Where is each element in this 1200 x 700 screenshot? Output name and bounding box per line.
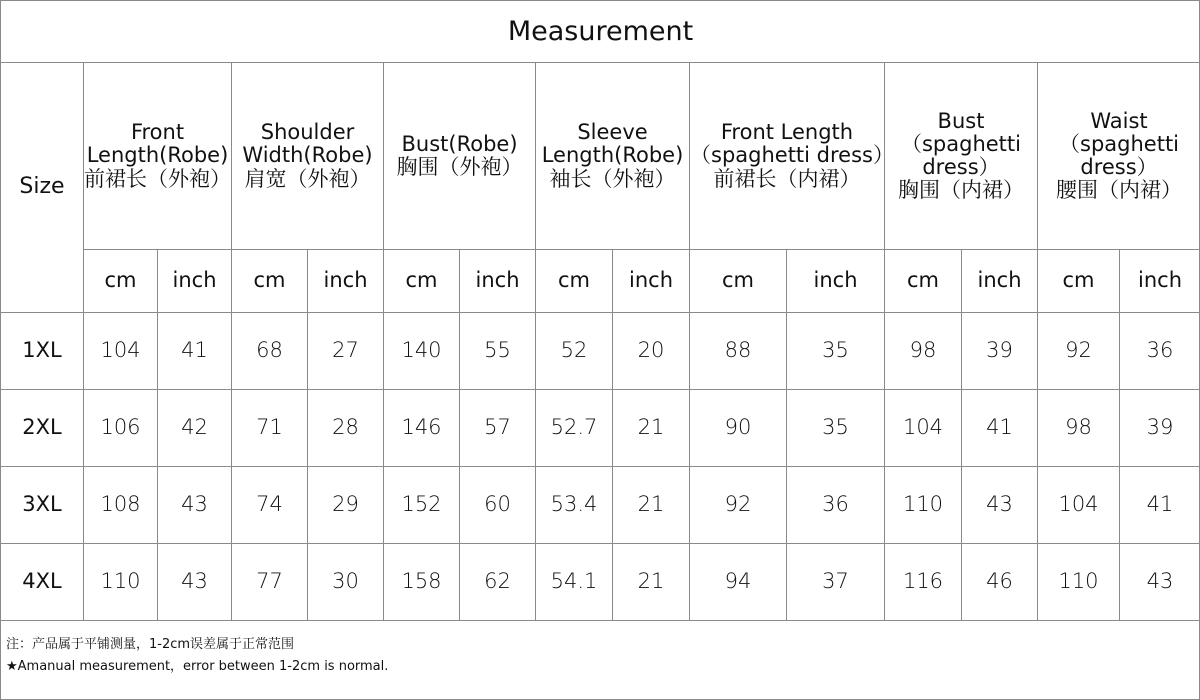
table-body <box>1 313 1200 621</box>
size-cell: 3XL <box>1 467 84 544</box>
value-cell: 94 <box>690 544 787 621</box>
value-cell: 152 <box>384 467 460 544</box>
value-cell: 52 <box>536 313 613 390</box>
unit-inch: inch <box>962 250 1038 313</box>
value-cell: 41 <box>1120 467 1200 544</box>
value-cell: 36 <box>1120 313 1200 390</box>
unit-cm: cm <box>384 250 460 313</box>
value-cell: 39 <box>962 313 1038 390</box>
value-cell: 39 <box>1120 390 1200 467</box>
column-header-en: Sleeve Length(Robe) <box>541 120 684 168</box>
value-cell: 52.7 <box>536 390 613 467</box>
column-header-en: Front Length(Robe) <box>86 120 229 168</box>
value-cell: 110 <box>885 467 962 544</box>
column-header-zh: 胸围（内裙） <box>898 178 1024 203</box>
value-cell: 41 <box>158 313 232 390</box>
value-cell: 35 <box>787 313 885 390</box>
value-cell: 116 <box>885 544 962 621</box>
unit-cm: cm <box>1038 250 1120 313</box>
value-cell: 104 <box>885 390 962 467</box>
column-header-en: Bust （spaghetti dress） <box>900 108 1021 179</box>
column-header-zh: 前裙长（内裙） <box>713 166 861 191</box>
value-cell: 158 <box>384 544 460 621</box>
unit-cm: cm <box>885 250 962 313</box>
value-cell: 55 <box>460 313 536 390</box>
value-cell: 46 <box>962 544 1038 621</box>
value-cell: 43 <box>158 467 232 544</box>
unit-inch: inch <box>787 250 885 313</box>
size-cell: 4XL <box>1 544 84 621</box>
value-cell: 98 <box>1038 390 1120 467</box>
column-header-en: Bust(Robe) <box>401 131 518 156</box>
value-cell: 21 <box>613 544 690 621</box>
value-cell: 90 <box>690 390 787 467</box>
size-cell: 2XL <box>1 390 84 467</box>
value-cell: 21 <box>613 390 690 467</box>
column-header-zh: 前裙长（外袍） <box>84 166 231 191</box>
unit-inch: inch <box>308 250 384 313</box>
table-row <box>1 390 1200 467</box>
value-cell: 53.4 <box>536 467 613 544</box>
unit-cm: cm <box>690 250 787 313</box>
value-cell: 43 <box>962 467 1038 544</box>
unit-cm: cm <box>232 250 308 313</box>
value-cell: 43 <box>1120 544 1200 621</box>
value-cell: 54.1 <box>536 544 613 621</box>
table-title: Measurement <box>1 1 1200 63</box>
unit-inch: inch <box>613 250 690 313</box>
value-cell: 37 <box>787 544 885 621</box>
column-header-zh: 胸围（外袍） <box>396 155 523 179</box>
value-cell: 88 <box>690 313 787 390</box>
value-cell: 36 <box>787 467 885 544</box>
unit-inch: inch <box>1120 250 1200 313</box>
value-cell: 110 <box>84 544 158 621</box>
column-header <box>1038 63 1200 250</box>
value-cell: 21 <box>613 467 690 544</box>
notes <box>6 634 388 678</box>
column-header-zh: 袖长（外袍） <box>549 166 676 191</box>
column-header <box>232 63 384 250</box>
value-cell: 106 <box>84 390 158 467</box>
value-cell: 57 <box>460 390 536 467</box>
value-cell: 140 <box>384 313 460 390</box>
value-cell: 108 <box>84 467 158 544</box>
value-cell: 68 <box>232 313 308 390</box>
unit-inch: inch <box>158 250 232 313</box>
column-header-zh: 肩宽（外袍） <box>244 166 371 191</box>
value-cell: 60 <box>460 467 536 544</box>
value-cell: 62 <box>460 544 536 621</box>
header-row <box>1 63 1200 250</box>
table-row <box>1 467 1200 544</box>
value-cell: 77 <box>232 544 308 621</box>
value-cell: 35 <box>787 390 885 467</box>
value-cell: 104 <box>84 313 158 390</box>
value-cell: 98 <box>885 313 962 390</box>
value-cell: 104 <box>1038 467 1120 544</box>
column-header-en: Shoulder Width(Robe) <box>242 120 373 168</box>
value-cell: 42 <box>158 390 232 467</box>
column-header-zh: 腰围（内裙） <box>1056 178 1183 203</box>
value-cell: 43 <box>158 544 232 621</box>
value-cell: 41 <box>962 390 1038 467</box>
table-row <box>1 544 1200 621</box>
value-cell: 74 <box>232 467 308 544</box>
column-header <box>885 63 1038 250</box>
size-header: Size <box>1 63 84 313</box>
value-cell: 29 <box>308 467 384 544</box>
column-header-en: Waist （spaghetti dress） <box>1059 108 1180 179</box>
value-cell: 146 <box>384 390 460 467</box>
note-english: ★Amanual measurement，error between 1-2cm is normal. <box>6 659 389 674</box>
value-cell: 20 <box>613 313 690 390</box>
column-header-en: Front Length （spaghetti dress） <box>690 120 894 168</box>
value-cell: 92 <box>690 467 787 544</box>
unit-cm: cm <box>84 250 158 313</box>
note-chinese: 注：产品属于平铺测量，1-2cm误差属于正常范围 <box>6 637 295 652</box>
table-row <box>1 313 1200 390</box>
unit-cm: cm <box>536 250 613 313</box>
value-cell: 71 <box>232 390 308 467</box>
size-cell: 1XL <box>1 313 84 390</box>
column-header <box>536 63 690 250</box>
unit-inch: inch <box>460 250 536 313</box>
value-cell: 27 <box>308 313 384 390</box>
unit-row <box>1 250 1200 313</box>
value-cell: 30 <box>308 544 384 621</box>
column-header <box>84 63 232 250</box>
value-cell: 92 <box>1038 313 1120 390</box>
value-cell: 28 <box>308 390 384 467</box>
column-header <box>384 63 536 250</box>
value-cell: 110 <box>1038 544 1120 621</box>
column-header <box>690 63 894 250</box>
